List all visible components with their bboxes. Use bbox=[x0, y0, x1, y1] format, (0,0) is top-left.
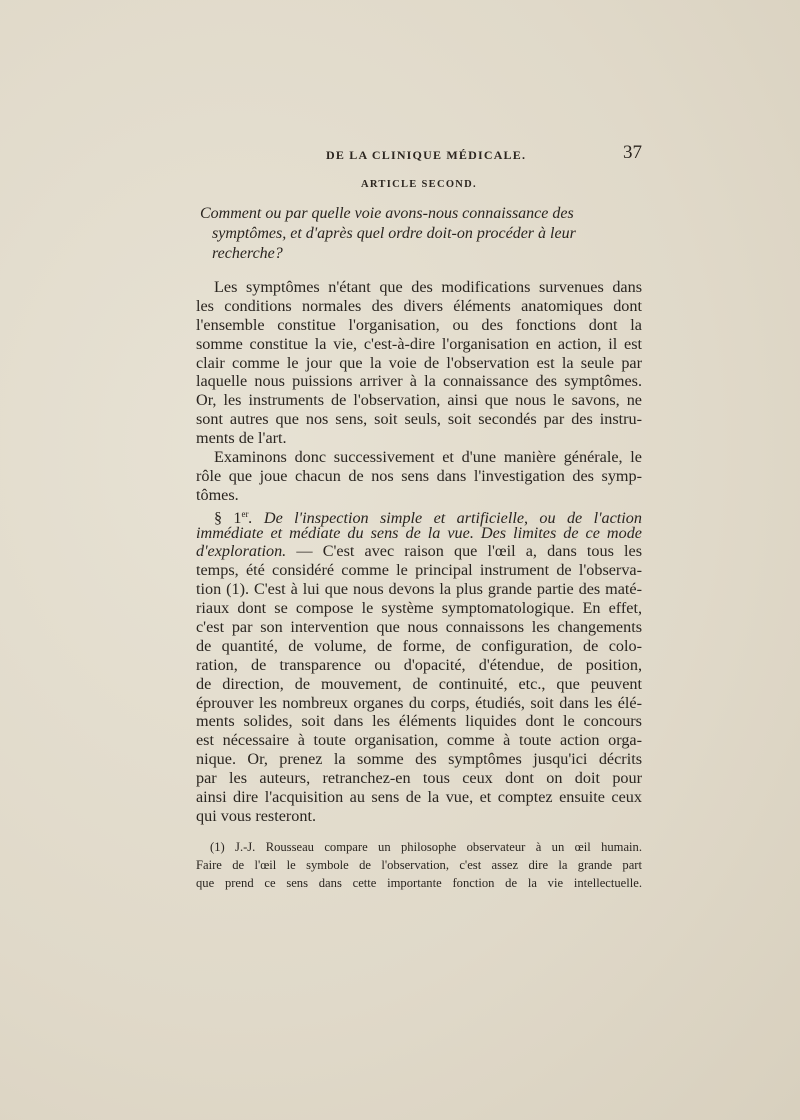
body-line: de quantité, de volume, de forme, de configuration, de colo- bbox=[196, 636, 642, 655]
body-line: les conditions normales des divers éléments anatomiques dont bbox=[196, 296, 642, 315]
body-line: clair comme le jour que la voie de l'observation est la seule par bbox=[196, 353, 642, 372]
article-label: ARTICLE SECOND. bbox=[361, 179, 477, 190]
body-line: ments de l'art. bbox=[196, 429, 287, 448]
article-subtitle bbox=[200, 204, 640, 264]
body-line: par les auteurs, retranchez-en tous ceux dont on doit pour bbox=[196, 769, 642, 788]
body-line: nique. Or, prenez la somme des symptômes jusqu'ici décrits bbox=[196, 750, 642, 769]
footnote-line: que prend ce sens dans cette importante fonction de la vie intellectuelle. bbox=[196, 876, 642, 890]
body-line: l'ensemble constitue l'organisation, ou des fonctions dont la bbox=[196, 315, 642, 334]
section-title: d'exploration. bbox=[196, 542, 287, 561]
page-header bbox=[196, 142, 642, 168]
section-heading-line bbox=[196, 524, 642, 543]
body-line: tion (1). C'est à lui que nous devons la plus grande partie des maté- bbox=[196, 580, 642, 599]
section-title: . De l'inspection simple et artificielle, ou de l'action bbox=[248, 508, 642, 527]
page-number: 37 bbox=[623, 142, 642, 163]
subtitle-line: recherche? bbox=[212, 245, 283, 262]
body-line: Or, les instruments de l'observation, ainsi que nous le savons, ne bbox=[196, 391, 642, 410]
body-line: riaux dont se compose le système symptomatologique. En effet, bbox=[196, 599, 642, 618]
body-line: Examinons donc successivement et d'une manière générale, le bbox=[214, 448, 642, 467]
body-line: tômes. bbox=[196, 485, 239, 504]
subtitle-line: Comment ou par quelle voie avons-nous connaissance des bbox=[200, 205, 574, 222]
body-line: est nécessaire à toute organisation, comme à toute action orga- bbox=[196, 731, 642, 750]
section-mark: § 1 bbox=[214, 508, 242, 527]
body-line: laquelle nous puissions arriver à la connaissance des symptômes. bbox=[196, 372, 642, 391]
running-title: DE LA CLINIQUE MÉDICALE. bbox=[326, 148, 527, 162]
body-line: temps, été considéré comme le principal instrument de l'observa- bbox=[196, 561, 642, 580]
body-line: ration, de transparence ou d'opacité, d'étendue, de position, bbox=[196, 655, 642, 674]
body-text bbox=[196, 278, 642, 826]
section-title: immédiate et médiate du sens de la vue. Des limites de ce mode bbox=[196, 523, 642, 542]
footnote-line: Faire de l'œil le symbole de l'observation, c'est assez dire la grande part bbox=[196, 858, 642, 872]
body-line: éprouver les nombreux organes du corps, étudiés, soit dans les élé- bbox=[196, 693, 642, 712]
body-line: sont autres que nos sens, soit seuls, soit secondés par des instru- bbox=[196, 410, 642, 429]
body-text-run: — C'est avec raison que l'œil a, dans tous les bbox=[286, 542, 642, 561]
body-line: Les symptômes n'étant que des modifications survenues dans bbox=[214, 278, 642, 296]
body-line: c'est par son intervention que nous connaissons les changements bbox=[196, 618, 642, 637]
subtitle-line: symptômes, et d'après quel ordre doit-on procéder à leur bbox=[212, 225, 576, 242]
section-heading-line bbox=[196, 505, 642, 527]
body-line: rôle que joue chacun de nos sens dans l'investigation des symp- bbox=[196, 466, 642, 485]
section-mark-sup: er bbox=[241, 508, 249, 519]
body-line: de direction, de mouvement, de continuité, etc., que peuvent bbox=[196, 674, 642, 693]
body-line: somme constitue la vie, c'est-à-dire l'organisation en action, il est bbox=[196, 334, 642, 353]
footnote-line: (1) J.-J. Rousseau compare un philosophe observateur à un œil humain. bbox=[210, 840, 642, 854]
body-line: ainsi dire l'acquisition au sens de la vue, et comptez ensuite ceux bbox=[196, 788, 642, 807]
body-line: ments solides, soit dans les éléments liquides dont le concours bbox=[196, 712, 642, 731]
section-heading-line bbox=[196, 542, 642, 561]
footnote bbox=[196, 838, 642, 892]
body-line: qui vous resteront. bbox=[196, 806, 317, 825]
